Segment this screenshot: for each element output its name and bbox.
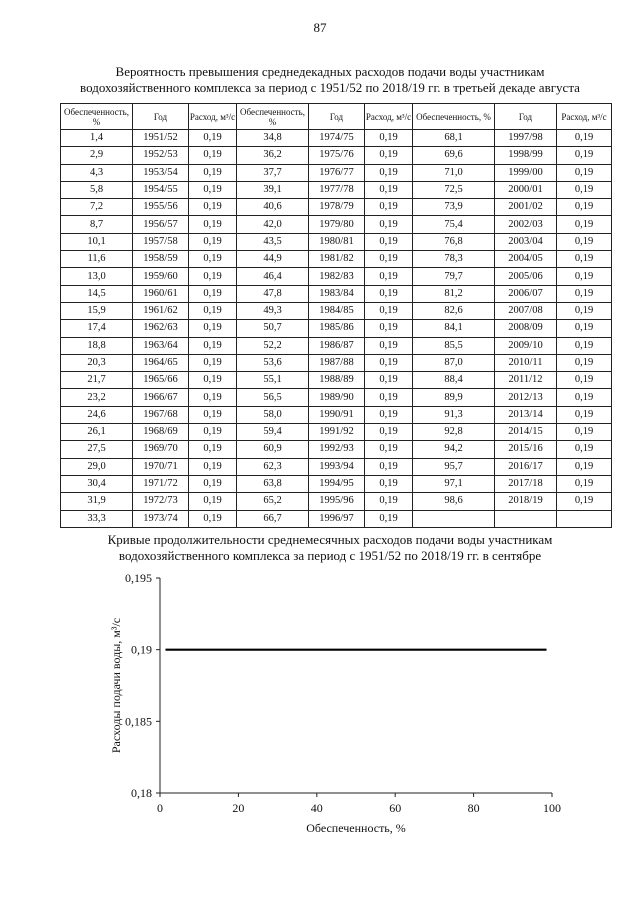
table-cell: 2009/10 [495, 337, 557, 354]
table-cell: 1991/92 [309, 424, 365, 441]
table-cell: 1983/84 [309, 285, 365, 302]
table-cell: 58,0 [237, 406, 309, 423]
table-cell: 0,19 [365, 216, 413, 233]
table-cell: 30,4 [61, 475, 133, 492]
table-cell: 1963/64 [133, 337, 189, 354]
table-cell: 71,0 [413, 164, 495, 181]
table-cell: 94,2 [413, 441, 495, 458]
table-cell: 15,9 [61, 302, 133, 319]
table-cell: 1967/68 [133, 406, 189, 423]
table-cell: 1964/65 [133, 354, 189, 371]
table-cell: 1968/69 [133, 424, 189, 441]
table-cell: 0,19 [557, 147, 612, 164]
table-cell: 0,19 [189, 320, 237, 337]
table-cell: 2008/09 [495, 320, 557, 337]
table-cell: 2000/01 [495, 181, 557, 198]
table-cell: 1999/00 [495, 164, 557, 181]
table-cell: 92,8 [413, 424, 495, 441]
table-cell: 1973/74 [133, 510, 189, 527]
table-cell: 1977/78 [309, 181, 365, 198]
table-cell: 53,6 [237, 354, 309, 371]
table-cell: 0,19 [189, 510, 237, 527]
table-cell: 91,3 [413, 406, 495, 423]
table-cell: 0,19 [557, 233, 612, 250]
table-header-cell: Обеспеченность, % [61, 104, 133, 130]
table-cell: 0,19 [365, 337, 413, 354]
table-cell: 27,5 [61, 441, 133, 458]
table-cell: 11,6 [61, 251, 133, 268]
table-cell: 88,4 [413, 372, 495, 389]
table-cell: 1952/53 [133, 147, 189, 164]
table-cell: 2006/07 [495, 285, 557, 302]
table-cell: 1996/97 [309, 510, 365, 527]
table-cell: 0,19 [557, 268, 612, 285]
x-tick-label: 60 [389, 801, 402, 815]
table-cell: 60,9 [237, 441, 309, 458]
table-cell: 72,5 [413, 181, 495, 198]
table-cell: 76,8 [413, 233, 495, 250]
table-cell: 0,19 [365, 285, 413, 302]
table-cell: 1990/91 [309, 406, 365, 423]
table-cell: 29,0 [61, 458, 133, 475]
table-cell: 0,19 [365, 389, 413, 406]
table-cell: 0,19 [557, 302, 612, 319]
x-axis-label: Обеспеченность, % [306, 821, 406, 835]
table-cell: 0,19 [557, 285, 612, 302]
x-tick-label: 40 [310, 801, 323, 815]
table-cell: 1958/59 [133, 251, 189, 268]
table-cell: 0,19 [557, 251, 612, 268]
table-cell: 1955/56 [133, 199, 189, 216]
table-cell: 14,5 [61, 285, 133, 302]
y-tick-label: 0,195 [125, 571, 152, 585]
table-cell: 42,0 [237, 216, 309, 233]
table-cell: 1962/63 [133, 320, 189, 337]
table-cell: 21,7 [61, 372, 133, 389]
table-cell: 1961/62 [133, 302, 189, 319]
table-cell: 1995/96 [309, 493, 365, 510]
table-cell: 31,9 [61, 493, 133, 510]
table-cell: 49,3 [237, 302, 309, 319]
y-tick-label: 0,185 [125, 714, 152, 729]
table-cell: 1986/87 [309, 337, 365, 354]
table-cell: 20,3 [61, 354, 133, 371]
table-cell: 2007/08 [495, 302, 557, 319]
table-cell: 0,19 [189, 285, 237, 302]
table-cell: 0,19 [189, 164, 237, 181]
table-cell: 2003/04 [495, 233, 557, 250]
table-cell: 79,7 [413, 268, 495, 285]
table-header-cell: Расход, м³/с [189, 104, 237, 130]
table-cell: 0,19 [557, 458, 612, 475]
table-cell: 56,5 [237, 389, 309, 406]
table-title-line-1: Вероятность превышения среднедекадных расходов подачи воды участникам [115, 64, 545, 79]
table-cell: 1,4 [61, 130, 133, 147]
table-cell: 0,19 [557, 475, 612, 492]
table-cell: 1987/88 [309, 354, 365, 371]
table-cell: 81,2 [413, 285, 495, 302]
table-cell: 2005/06 [495, 268, 557, 285]
table-cell: 0,19 [189, 475, 237, 492]
table-cell: 0,19 [557, 181, 612, 198]
chart-title-line-1: Кривые продолжительности среднемесячных расходов подачи воды участникам [107, 532, 553, 547]
table-cell: 0,19 [189, 147, 237, 164]
table-cell: 44,9 [237, 251, 309, 268]
table-cell: 0,19 [557, 354, 612, 371]
table-cell: 1998/99 [495, 147, 557, 164]
table-cell: 2012/13 [495, 389, 557, 406]
table-cell: 0,19 [365, 424, 413, 441]
table-cell: 95,7 [413, 458, 495, 475]
table-cell: 0,19 [365, 251, 413, 268]
table-cell: 0,19 [189, 216, 237, 233]
table-cell: 10,1 [61, 233, 133, 250]
table-cell: 63,8 [237, 475, 309, 492]
table-cell: 0,19 [557, 130, 612, 147]
table-header-cell: Обеспеченность, % [413, 104, 495, 130]
table-cell: 0,19 [365, 320, 413, 337]
table-cell: 0,19 [365, 164, 413, 181]
table-cell: 65,2 [237, 493, 309, 510]
table-cell: 1984/85 [309, 302, 365, 319]
table-cell: 1969/70 [133, 441, 189, 458]
table-cell: 1959/60 [133, 268, 189, 285]
x-tick-label: 0 [157, 801, 163, 815]
table-cell: 0,19 [365, 406, 413, 423]
table-cell: 98,6 [413, 493, 495, 510]
y-tick-label: 0,19 [131, 642, 152, 657]
table-cell: 89,9 [413, 389, 495, 406]
table-header-cell: Расход, м³/с [557, 104, 612, 130]
table-cell: 2016/17 [495, 458, 557, 475]
table-cell: 1980/81 [309, 233, 365, 250]
table-cell: 0,19 [189, 372, 237, 389]
table-cell: 0,19 [189, 441, 237, 458]
table-cell: 50,7 [237, 320, 309, 337]
table-cell: 0,19 [189, 302, 237, 319]
table-cell: 1989/90 [309, 389, 365, 406]
table-cell: 26,1 [61, 424, 133, 441]
table-cell: 13,0 [61, 268, 133, 285]
chart-title-line-2: водохозяйственного комплекса за период с 1951/52 по 2018/19 гг. в сентябре [118, 548, 542, 563]
table-cell: 1965/66 [133, 372, 189, 389]
table-cell: 34,8 [237, 130, 309, 147]
table-cell: 82,6 [413, 302, 495, 319]
table-cell: 1960/61 [133, 285, 189, 302]
table-cell: 0,19 [557, 216, 612, 233]
table-cell: 2001/02 [495, 199, 557, 216]
table-cell: 1993/94 [309, 458, 365, 475]
table-cell: 39,1 [237, 181, 309, 198]
table-cell: 0,19 [365, 199, 413, 216]
table-cell: 0,19 [189, 406, 237, 423]
table-cell: 1981/82 [309, 251, 365, 268]
table-cell: 2018/19 [495, 493, 557, 510]
table-cell: 18,8 [61, 337, 133, 354]
table-cell: 84,1 [413, 320, 495, 337]
table-cell: 52,2 [237, 337, 309, 354]
table-cell: 0,19 [189, 251, 237, 268]
table-cell: 0,19 [557, 406, 612, 423]
table-cell: 0,19 [189, 337, 237, 354]
table-cell: 47,8 [237, 285, 309, 302]
table-cell: 0,19 [365, 458, 413, 475]
table-cell: 73,9 [413, 199, 495, 216]
table-cell: 4,3 [61, 164, 133, 181]
table-cell: 1970/71 [133, 458, 189, 475]
table-cell: 2002/03 [495, 216, 557, 233]
table-cell: 40,6 [237, 199, 309, 216]
table-cell: 87,0 [413, 354, 495, 371]
table-cell: 1976/77 [309, 164, 365, 181]
table-title-line-2: водохозяйственного комплекса за период с 1951/52 по 2018/19 гг. в третьей декаде августа [80, 80, 580, 95]
table-header-cell: Год [309, 104, 365, 130]
table-cell: 1982/83 [309, 268, 365, 285]
table-cell: 2010/11 [495, 354, 557, 371]
table-cell: 0,19 [189, 268, 237, 285]
table-cell: 2013/14 [495, 406, 557, 423]
table-cell: 0,19 [557, 337, 612, 354]
table-cell: 2011/12 [495, 372, 557, 389]
table-cell: 1951/52 [133, 130, 189, 147]
table-header-cell: Обеспеченность, % [237, 104, 309, 130]
table-cell: 43,5 [237, 233, 309, 250]
page-number: 87 [313, 20, 327, 35]
table-cell: 2,9 [61, 147, 133, 164]
table-cell: 1953/54 [133, 164, 189, 181]
table-cell: 1974/75 [309, 130, 365, 147]
table-cell: 37,7 [237, 164, 309, 181]
table-cell: 75,4 [413, 216, 495, 233]
table-cell: 0,19 [557, 493, 612, 510]
table-cell: 0,19 [365, 147, 413, 164]
table-cell: 2015/16 [495, 441, 557, 458]
table-cell: 1971/72 [133, 475, 189, 492]
table-cell: 1997/98 [495, 130, 557, 147]
table-cell: 62,3 [237, 458, 309, 475]
x-tick-label: 80 [467, 801, 480, 815]
table-cell: 0,19 [189, 424, 237, 441]
table-cell: 2017/18 [495, 475, 557, 492]
table-cell: 0,19 [189, 130, 237, 147]
table-cell: 78,3 [413, 251, 495, 268]
table-header-cell: Год [133, 104, 189, 130]
table-cell: 2014/15 [495, 424, 557, 441]
table-cell: 0,19 [189, 233, 237, 250]
table-cell: 0,19 [365, 302, 413, 319]
table-cell: 7,2 [61, 199, 133, 216]
table-cell: 2004/05 [495, 251, 557, 268]
table-cell: 59,4 [237, 424, 309, 441]
x-tick-label: 100 [543, 801, 561, 815]
table-cell: 0,19 [365, 181, 413, 198]
table-cell: 24,6 [61, 406, 133, 423]
table-cell: 1978/79 [309, 199, 365, 216]
table-cell: 69,6 [413, 147, 495, 164]
x-tick-label: 20 [232, 801, 245, 815]
table-cell: 1975/76 [309, 147, 365, 164]
table-cell: 5,8 [61, 181, 133, 198]
table-cell: 1957/58 [133, 233, 189, 250]
table-cell: 36,2 [237, 147, 309, 164]
table-cell: 0,19 [365, 130, 413, 147]
table-cell: 0,19 [557, 372, 612, 389]
table-cell: 23,2 [61, 389, 133, 406]
table-cell: 17,4 [61, 320, 133, 337]
table-cell: 0,19 [557, 320, 612, 337]
table-cell: 0,19 [189, 181, 237, 198]
table-cell: 1954/55 [133, 181, 189, 198]
table-cell: 0,19 [557, 424, 612, 441]
table-cell: 1966/67 [133, 389, 189, 406]
table-cell: 0,19 [365, 372, 413, 389]
table-header-cell: Год [495, 104, 557, 130]
table-cell: 0,19 [189, 389, 237, 406]
table-cell: 8,7 [61, 216, 133, 233]
table-cell: 0,19 [557, 389, 612, 406]
table-cell: 0,19 [189, 199, 237, 216]
table-cell: 0,19 [365, 441, 413, 458]
table-cell: 33,3 [61, 510, 133, 527]
table-cell: 1972/73 [133, 493, 189, 510]
table-cell: 0,19 [557, 441, 612, 458]
table-cell: 1956/57 [133, 216, 189, 233]
table-cell: 0,19 [365, 475, 413, 492]
table-header-cell: Расход, м³/с [365, 104, 413, 130]
table-cell: 46,4 [237, 268, 309, 285]
table-cell: 0,19 [189, 458, 237, 475]
table-cell: 0,19 [557, 199, 612, 216]
y-tick-label: 0,18 [131, 786, 152, 800]
table-cell: 0,19 [365, 233, 413, 250]
table-cell: 85,5 [413, 337, 495, 354]
table-cell: 1985/86 [309, 320, 365, 337]
table-cell: 1992/93 [309, 441, 365, 458]
table-cell: 1994/95 [309, 475, 365, 492]
table-cell: 66,7 [237, 510, 309, 527]
table-cell: 0,19 [365, 493, 413, 510]
table-cell: 55,1 [237, 372, 309, 389]
table-cell: 0,19 [365, 268, 413, 285]
table-cell: 0,19 [365, 354, 413, 371]
table-cell: 68,1 [413, 130, 495, 147]
table-cell: 1979/80 [309, 216, 365, 233]
table-cell: 0,19 [189, 493, 237, 510]
y-axis-label: Расходы подачи воды, м³/с [109, 617, 123, 754]
table-cell: 0,19 [557, 164, 612, 181]
table-cell: 97,1 [413, 475, 495, 492]
table-cell: 0,19 [189, 354, 237, 371]
table-cell: 0,19 [365, 510, 413, 527]
table-cell: 1988/89 [309, 372, 365, 389]
